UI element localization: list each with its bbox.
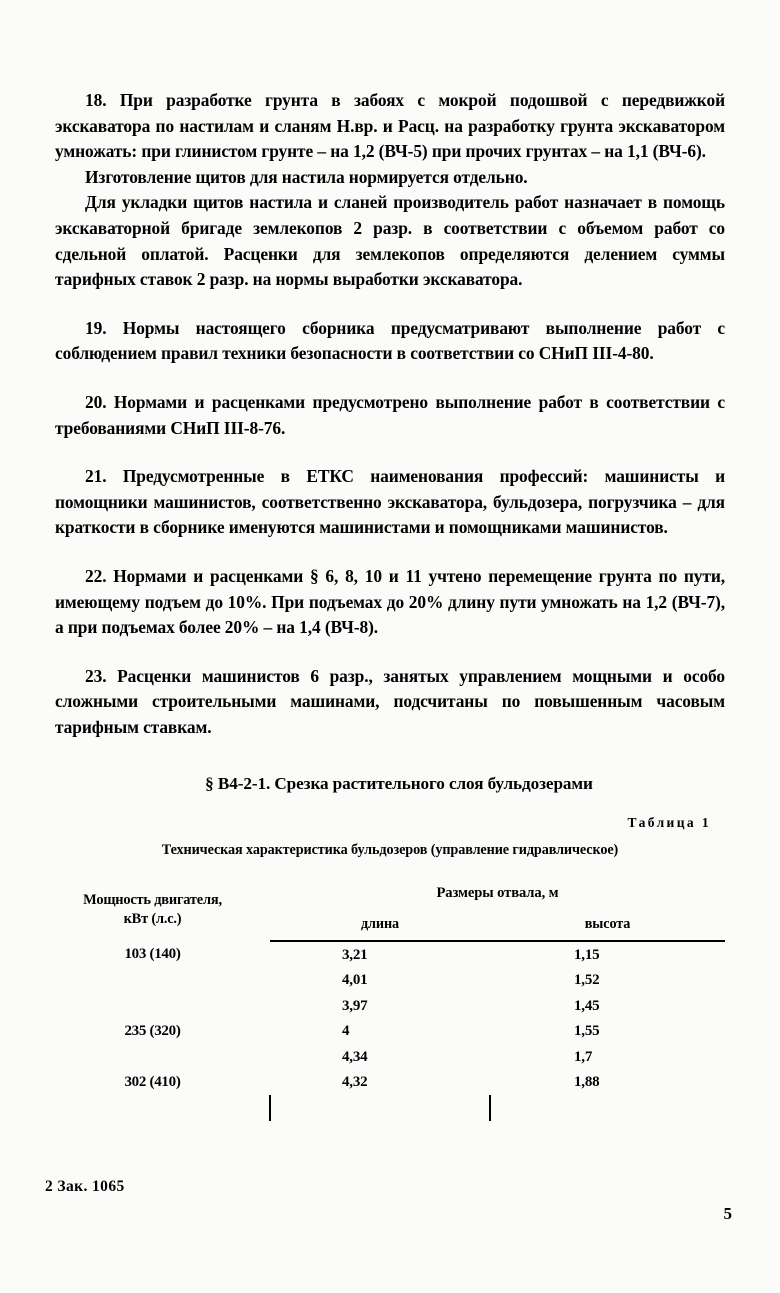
table-vertical-rule-1: [269, 1095, 271, 1121]
page-content: [55, 0, 725, 1293]
table-row: [35, 993, 725, 1019]
cell-engine-power: 103 (140): [124, 946, 181, 963]
table-vertical-rule-2: [489, 1095, 491, 1121]
header-blade-height: высота: [490, 908, 725, 941]
table-body: [35, 941, 725, 1095]
cell-blade-height: 1,7: [574, 1048, 593, 1065]
cell-blade-height: 1,55: [574, 1023, 600, 1040]
table-vertical-rule-tails: [35, 1095, 725, 1121]
print-order-note: 2 Зак. 1065: [45, 1178, 125, 1195]
header-engine-power: [35, 878, 270, 941]
section-heading: § В4-2-1. Срезка растительного слоя бульдозерами: [205, 774, 593, 794]
cell-engine-power: [35, 993, 270, 1019]
spacer: [55, 541, 725, 564]
cell-blade-height: 1,52: [574, 972, 600, 989]
cell-blade-length: 3,21: [342, 946, 368, 963]
cell-blade-height: 1,88: [574, 1074, 600, 1091]
table-number-label: Таблица 1: [627, 815, 711, 831]
table-row: [35, 968, 725, 994]
header-engine-power-line1: Мощность двигателя,: [83, 891, 222, 908]
cell-engine-power: 235 (320): [124, 1023, 181, 1040]
paragraph-21: 21. Предусмотренные в ЕТКС наименования профессий: машинисты и помощники машинистов, соответственно экскаватора, бульдозера, погрузчика – для краткости в сборнике именуются машинистами и помощниками машинистов.: [55, 466, 725, 538]
table-row: [35, 1019, 725, 1045]
cell-blade-length: 4,34: [342, 1048, 368, 1065]
paragraph-23: 23. Расценки машинистов 6 разр., занятых управлением мощными и особо сложными строительными машинами, подсчитаны по повышенным часовым тарифным ставкам.: [55, 665, 725, 737]
page-number: 5: [723, 1204, 732, 1223]
table-caption: Техническая характеристика бульдозеров (управление гидравлическое): [161, 842, 619, 859]
page-footer: [0, 1178, 780, 1293]
cell-blade-length: 4,01: [342, 972, 368, 989]
paragraph-19: 19. Нормы настоящего сборника предусматривают выполнение работ с соблюдением правил техники безопасности в соответствии со СНиП III-4-80.: [55, 317, 725, 364]
table-row: [35, 1070, 725, 1096]
cell-blade-height: 1,15: [574, 946, 600, 963]
body-text: [55, 88, 725, 740]
table-header: [35, 878, 725, 941]
bulldozer-spec-table: [35, 878, 725, 1095]
cell-blade-length: 4: [342, 1023, 350, 1040]
paragraph-20: 20. Нормами и расценками предусмотрено выполнение работ в соответствии с требованиями СНиП III-8-76.: [55, 391, 725, 438]
table-header-row-group: [35, 878, 725, 908]
spacer: [55, 367, 725, 390]
cell-blade-length: 3,97: [342, 997, 368, 1014]
cell-engine-power: 302 (410): [124, 1074, 181, 1091]
paragraph-18: 18. При разработке грунта в забоях с мокрой подошвой с передвижкой экскаватора по настилам и сланям Н.вр. и Расц. на разработку грунта экскаватором умножать: при глинистом грунте – на 1,2 (ВЧ-5) при прочих грунтах – на 1,1 (ВЧ-6).: [55, 90, 725, 162]
cell-blade-height: 1,45: [574, 997, 600, 1014]
cell-blade-length: 4,32: [342, 1074, 368, 1091]
header-blade-dimensions: Размеры отвала, м: [436, 884, 559, 901]
cell-engine-power: [35, 968, 270, 994]
spacer: [55, 641, 725, 664]
spacer: [55, 441, 725, 464]
paragraph-18-note-2: Для укладки щитов настила и сланей производитель работ назначает в помощь экскаваторной бригаде землекопов 2 разр. в соответствии с объемом работ со сдельной оплатой. Расценки для землекопов определяются делением суммы тарифных ставок 2 разр. на нормы выработки экскаватора.: [55, 192, 725, 290]
spec-table-container: [35, 878, 725, 1121]
paragraph-22: 22. Нормами и расценками § 6, 8, 10 и 11 учтено перемещение грунта по пути, имеющему подъем до 10%. При подъемах до 20% длину пути умножать на 1,2 (ВЧ-7), а при подъемах более 20% – на 1,4 (ВЧ-8).: [55, 565, 725, 638]
cell-engine-power: [35, 1044, 270, 1070]
table-row: [35, 1044, 725, 1070]
paragraph-18-note-1: Изготовление щитов для настила нормируется отдельно.: [85, 166, 528, 187]
table-row: [35, 941, 725, 968]
header-blade-length: длина: [270, 908, 490, 941]
header-engine-power-line2: кВт (л.с.): [123, 910, 182, 927]
spacer: [55, 293, 725, 316]
